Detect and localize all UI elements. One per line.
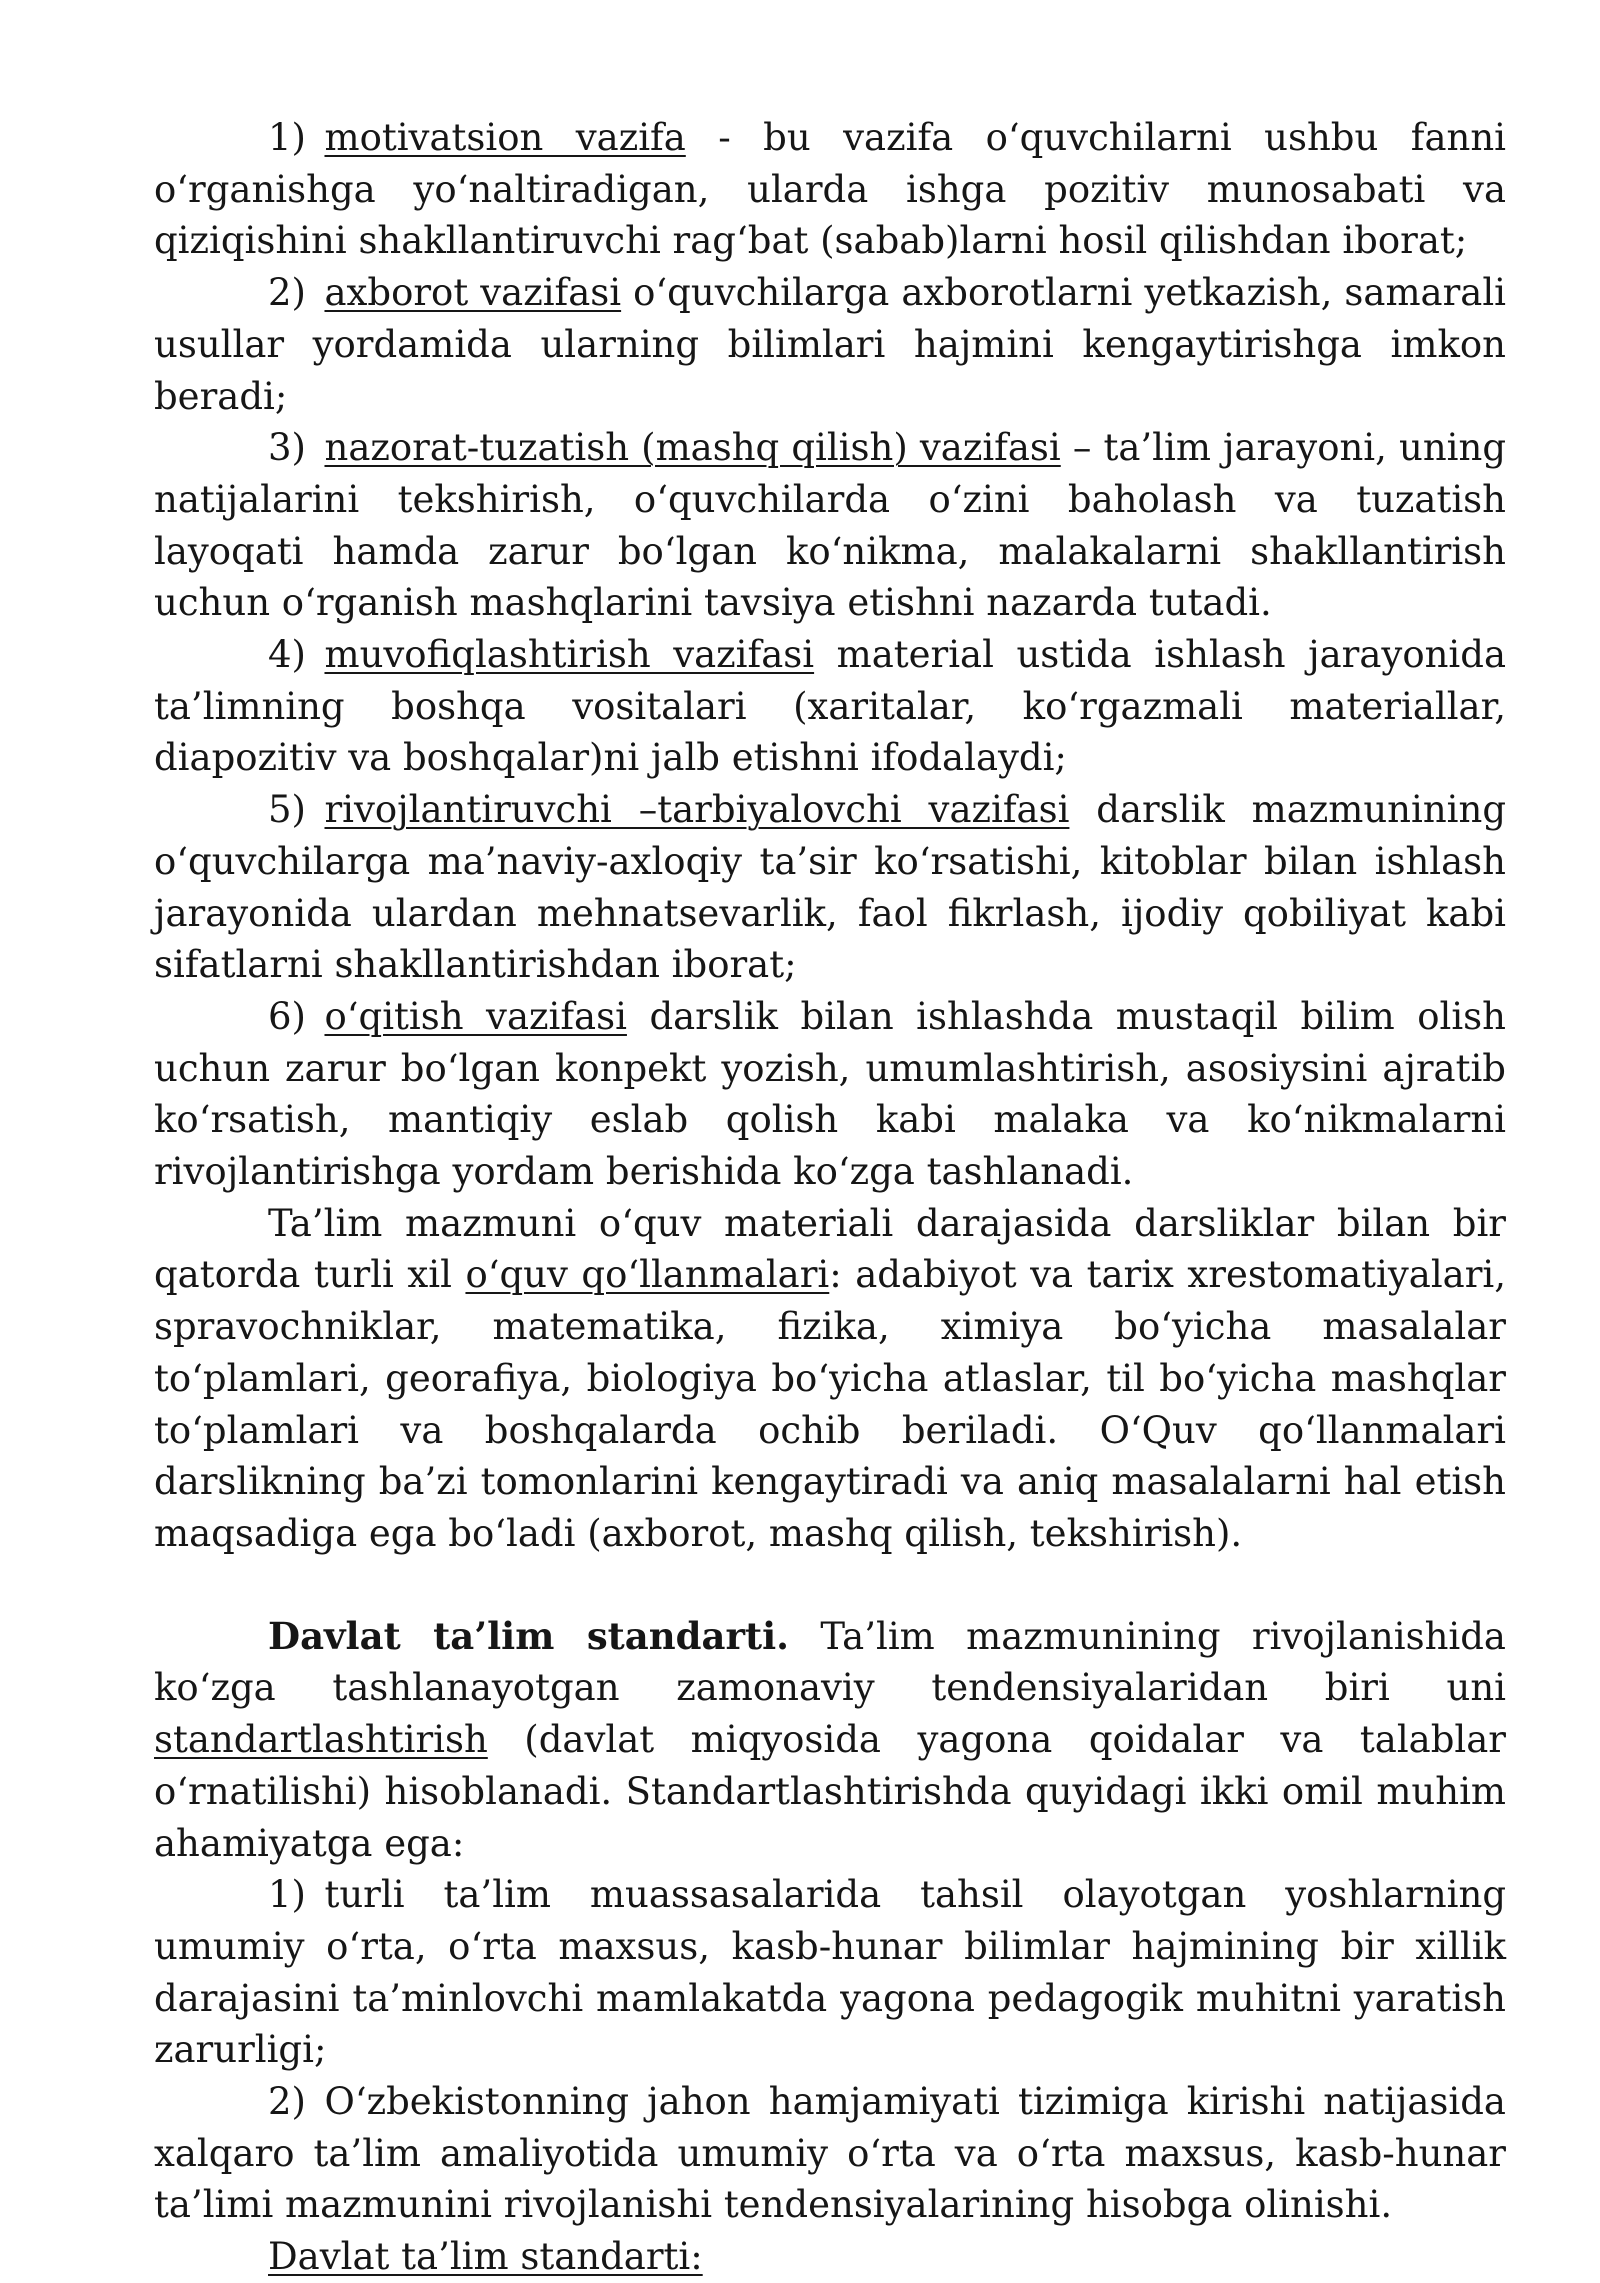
content-paragraph [154, 1198, 1506, 1560]
item-text: darslik bilan ishlashda mustaqil bilim olish uchun zarur bo‘lgan konpekt yozish, umumlashtirish, asosiysini ajratib ko‘rsatish, mantiqiy eslab qolish kabi malaka va ko‘nikmalarni rivojlantirishga yordam berishida ko‘zga tashlanadi. [154, 994, 1507, 1194]
document-page [154, 112, 1506, 2283]
item-term: muvofiqlashtirish vazifasi [324, 633, 815, 677]
paragraph-text: : adabiyot va tarix xrestomatiyalari, spravochniklar, matematika, fizika, ximiya bo‘yicha masalalar to‘plamlari, georafiya, biologiya bo‘yicha atlaslar, til bo‘yicha mashqlar to‘plamlari va boshqalarda ochib beriladi. O‘Quv qo‘llanmalari darslikning ba’zi tomonlarini kengaytiradi va aniq masalalarni hal etish maqsadiga ega bo‘ladi (axborot, mashq qilish, tekshirish). [154, 1253, 1506, 1555]
paragraph-text: Ta’lim mazmunining rivojlanishida ko‘zga tashlanayotgan zamonaviy tendensiyalaridan biri uni [154, 1614, 1506, 1710]
item-text: turli ta’lim muassasalarida tahsil olayotgan yoshlarning umumiy o‘rta, o‘rta maxsus, kasb-hunar bilimlar hajmining bir xillik darajasini ta’minlovchi mamlakatda yagona pedagogik muhitni yaratish zarurligi; [154, 1873, 1506, 2072]
section-heading: Davlat ta’lim standarti. [268, 1613, 790, 1658]
item-number: 5) [268, 788, 306, 832]
item-text: – ta’lim jarayoni, uning natijalarini tekshirish, o‘quvchilarda o‘zini baholash va tuzatish layoqati hamda zarur bo‘lgan ko‘nikma, malakalarni shakllantirish uchun o‘rganish mashqlarini tavsiya etishni nazarda tutadi. [154, 426, 1507, 625]
paragraph-text: (davlat miqyosida yagona qoidalar va talablar o‘rnatilishi) hisoblanadi. Standartlashtirishda quyidagi ikki omil muhim ahamiyatga ega: [154, 1718, 1506, 1865]
item-number: 1) [268, 1873, 306, 1917]
underlined-term: o‘quv qo‘llanmalari [465, 1253, 830, 1297]
list-item-4 [154, 629, 1506, 784]
item-number: 2) [268, 271, 306, 315]
item-term: nazorat-tuzatish (mashq qilish) vazifasi [324, 426, 1061, 470]
standard-paragraph [154, 1611, 1506, 1870]
final-heading-paragraph [154, 2231, 1506, 2283]
item-text: o‘quvchilarga axborotlarni yetkazish, samarali usullar yordamida ularning bilimlari hajmini kengaytirishga imkon beradi; [154, 271, 1507, 418]
paragraph-text: Ta’lim mazmuni o‘quv materiali darajasida darsliklar bilan bir qatorda turli xil [154, 1201, 1506, 1297]
paragraph-spacer [154, 1560, 1506, 1611]
list-item-3 [154, 422, 1506, 629]
item-text: material ustida ishlash jarayonida ta’limning boshqa vositalari (xaritalar, ko‘rgazmali materiallar, diapozitiv va boshqalar)ni jalb etishni ifodalaydi; [154, 633, 1506, 780]
subsection-heading: Davlat ta’lim standarti: [268, 2235, 703, 2279]
item-term: motivatsion vazifa [324, 116, 686, 159]
item-text: - bu vazifa o‘quvchilarni ushbu fanni o‘rganishga yo‘naltiradigan, ularda ishga pozitiv munosabati va qiziqishini shakllantiruvchi rag‘bat (sabab)larni hosil qilishdan iborat; [154, 116, 1506, 263]
list-item-2 [154, 267, 1506, 422]
list-item-1 [154, 112, 1506, 267]
list-item-5 [154, 784, 1506, 991]
item-text: O‘zbekistonning jahon hamjamiyati tizimiga kirishi natijasida xalqaro ta’lim amaliyotida umumiy o‘rta va o‘rta maxsus, kasb-hunar ta’limi mazmunini rivojlanishi tendensiyalarining hisobga olinishi. [154, 2080, 1506, 2227]
item-text: darslik mazmunining o‘quvchilarga ma’naviy-axloqiy ta’sir ko‘rsatishi, kitoblar bilan ishlash jarayonida ulardan mehnatsevarlik, faol fikrlash, ijodiy qobiliyat kabi sifatlarni shakllantirishdan iborat; [154, 788, 1506, 987]
factor-item-2 [154, 2076, 1506, 2231]
underlined-term: standartlashtirish [154, 1718, 488, 1762]
item-number: 3) [268, 426, 306, 470]
item-number: 4) [268, 633, 306, 677]
factor-item-1 [154, 1869, 1506, 2076]
item-term: rivojlantiruvchi –tarbiyalovchi vazifasi [324, 788, 1070, 832]
item-number: 2) [268, 2080, 306, 2124]
item-number: 6) [268, 994, 306, 1038]
item-term: o‘qitish vazifasi [324, 994, 627, 1038]
item-number: 1) [268, 116, 306, 159]
item-term: axborot vazifasi [324, 271, 622, 315]
list-item-6 [154, 991, 1506, 1198]
